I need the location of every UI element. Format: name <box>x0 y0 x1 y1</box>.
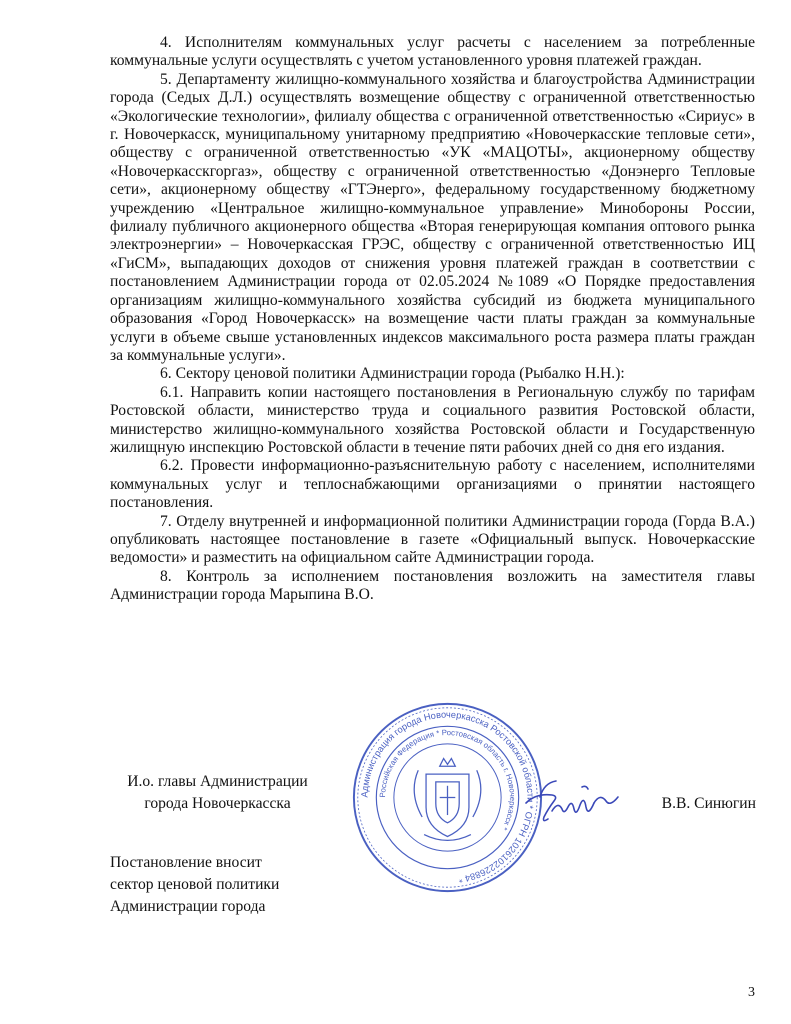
seal-outer-text: Администрация города Новочеркасска Ростовской области * ОГРН 1026102226884 * <box>359 709 536 885</box>
document-body <box>110 34 755 605</box>
signer-position-line2: города Новочеркасска <box>144 795 291 812</box>
submitted-by-line2: сектор ценовой политики <box>110 876 280 893</box>
submitted-by-note <box>110 852 340 918</box>
paragraph-6-2: 6.2. Провести информационно-разъяснительную работу с населением, исполнителями коммунальных услуг и теплоснабжающими организациями о принятии настоящего постановления. <box>110 457 755 512</box>
coat-of-arms-icon <box>414 759 481 841</box>
paragraph-8: 8. Контроль за исполнением постановления возложить на заместителя главы Администрации города Марыпина В.О. <box>110 567 755 604</box>
official-seal-icon <box>350 700 545 895</box>
submitted-by-line3: Администрации города <box>110 898 266 915</box>
paragraph-6: 6. Сектору ценовой политики Администрации города (Рыбалко Н.Н.): <box>160 365 625 383</box>
submitted-by-line1: Постановление вносит <box>110 854 262 871</box>
signer-name: В.В. Синюгин <box>661 795 756 812</box>
paragraph-5: 5. Департаменту жилищно-коммунального хозяйства и благоустройства Администрации города (Седых Д.Л.) осуществлять возмещение обществу с ограниченной ответственностью «Экологические технологии», филиалу общества с ограниченной ответственностью «Сириус» в г. Новочеркасск, муниципальному унитарному предприятию «Новочеркасские тепловые сети», обществу с ограниченной ответственностью «УК «МАЦОТЫ», акционерному обществу «Новочеркасскгоргаз», обществу с ограниченной ответственностью «Донэнерго Тепловые сети», акционерному обществу «ГТЭнерго», федеральному государственному бюджетному учреждению «Центральное жилищно-коммунальное управление» Минобороны России, филиалу публичного акционерного общества «Вторая генерирующая компания оптового рынка электроэнергии» – Новочеркасская ГРЭС, обществу с ограниченной ответственностью ИЦ «ГиСМ», выпадающих доходов от снижения уровня платежей граждан в соответствии с постановлением Администрации города от 02.05.2024 №1089 «О Порядке предоставления организациям жилищно-коммунального хозяйства субсидий из бюджета муниципального образования «Город Новочеркасск» на возмещение части платы граждан за коммунальные услуги в объеме свыше установленных индексов максимального роста размера платы граждан за коммунальные услуги». <box>110 70 755 364</box>
signer-position <box>110 771 325 815</box>
paragraph-7: 7. Отделу внутренней и информационной политики Администрации города (Горда В.А.) опубликовать настоящее постановление в газете «Официальный выпуск. Новочеркасские ведомости» и разместить на официальном сайте Администрации города. <box>110 512 755 567</box>
page-number: 3 <box>748 985 755 1000</box>
handwritten-signature-icon <box>522 773 632 833</box>
signer-position-line1: И.о. главы Администрации <box>127 773 308 790</box>
paragraph-4: 4. Исполнителям коммунальных услуг расчеты с населением за потребленные коммунальные услуги осуществлять с учетом установленного уровня платежей граждан. <box>110 34 755 70</box>
paragraph-6-1: 6.1. Направить копии настоящего постановления в Региональную службу по тарифам Ростовской области, министерство труда и социального развития Ростовской области, министерство жилищно-коммунального хозяйства Ростовской области и Государственную жилищную инспекцию Ростовской области в течение пяти рабочих дней со дня его издания. <box>110 383 755 456</box>
seal-inner-text: Российская Федерация * Ростовская область г. Новочеркасск * <box>378 728 517 832</box>
